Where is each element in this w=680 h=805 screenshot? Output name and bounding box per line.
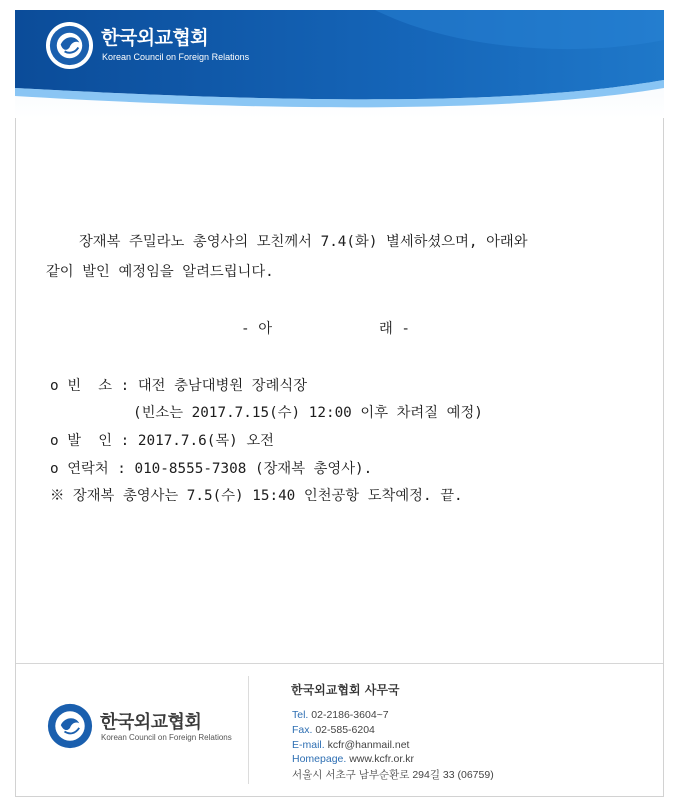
fax-value: 02-585-6204 <box>315 724 375 736</box>
address-text: 서울시 서초구 남부순환로 294길 33 (06759) <box>292 769 494 781</box>
funeral-hall-line: o 빈 소 : 대전 충남대병원 장례식장 <box>50 378 308 394</box>
header-banner <box>15 10 664 118</box>
footer-brand-korean: 한국외교협회 <box>100 712 202 733</box>
homepage-row <box>292 753 414 765</box>
office-title: 한국외교협회 사무국 <box>291 683 400 697</box>
email-label: E-mail. <box>292 739 325 751</box>
email-link[interactable]: kcfr@hanmail.net <box>327 739 410 751</box>
notice-paragraph-line1: 장재복 주밀라노 총영사의 모친께서 7.4(화) 별세하셨으며, 아래와 <box>79 234 528 250</box>
funeral-hall-note-line: (빈소는 2017.7.15(수) 12:00 이후 차려질 예정) <box>133 405 483 421</box>
section-heading-left: - 아 <box>241 321 273 337</box>
funeral-procession-line: o 발 인 : 2017.7.6(목) 오전 <box>50 433 274 449</box>
tel-label: Tel. <box>292 709 309 721</box>
arrival-note-line: ※ 장재복 총영사는 7.5(수) 15:40 인천공항 도착예정. 끝. <box>50 488 463 504</box>
header-brand-english: Korean Council on Foreign Relations <box>102 52 250 62</box>
footer-brand-english: Korean Council on Foreign Relations <box>101 733 232 742</box>
footer-vertical-divider <box>248 676 249 784</box>
homepage-label: Homepage. <box>292 753 347 765</box>
email-row <box>292 739 409 751</box>
footer-divider <box>16 663 663 664</box>
contact-line: o 연락처 : 010-8555-7308 (장재복 총영사). <box>50 461 373 477</box>
notice-paragraph-line2: 같이 발인 예정임을 알려드립니다. <box>46 264 274 280</box>
section-heading-right: 래 - <box>379 321 411 337</box>
fax-row <box>292 724 375 736</box>
fax-label: Fax. <box>292 724 313 736</box>
header-brand-korean: 한국외교협회 <box>101 27 209 49</box>
tel-row <box>292 709 389 721</box>
tel-value: 02-2186-3604~7 <box>311 709 389 721</box>
kcfr-logo-icon <box>45 21 94 70</box>
footer-logo-icon <box>47 703 93 749</box>
homepage-link[interactable]: www.kcfr.or.kr <box>349 753 414 765</box>
